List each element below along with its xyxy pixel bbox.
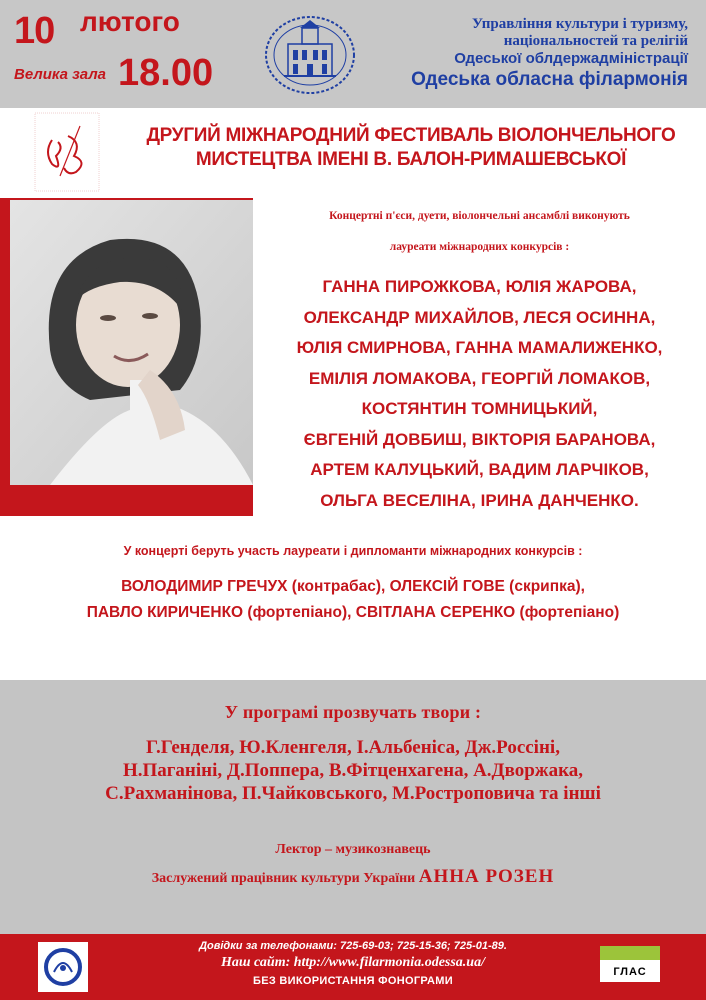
performers-intro: Концертні п'єси, дуети, віолончельні ансамблі виконують [329, 210, 630, 222]
performer-line: ОЛЬГА ВЕСЕЛІНА, ІРИНА ДАНЧЕНКО. [320, 490, 639, 510]
performer-line: ЮЛІЯ СМИРНОВА, ГАННА МАМАЛИЖЕНКО, [296, 338, 663, 357]
cello-fest-logo-icon [34, 112, 100, 192]
organizers [411, 16, 688, 91]
guest-line: ВОЛОДИМИР ГРЕЧУХ (контрабас), ОЛЕКСІЙ ГОВЕ (скрипка), [121, 578, 585, 595]
date-month: лютого [80, 6, 180, 37]
org-line-4: Одеська обласна філармонія [411, 69, 688, 90]
performer-line: КОСТЯНТИН ТОМНИЦЬКИЙ, [361, 399, 598, 418]
composers-list [0, 736, 706, 805]
performers-intro-2: лауреати міжнародних конкурсів : [389, 241, 570, 253]
hall-name: Велика зала [14, 66, 106, 83]
guests-intro: У концерті беруть участь лауреати і дипломанти міжнародних конкурсів : [123, 544, 583, 558]
org-line-3: Одеської облдержадміністрації [454, 50, 688, 67]
org-line-1: Управління культури і туризму, [472, 16, 688, 32]
program-title: У програмі прозвучать твори : [224, 702, 482, 722]
performer-line: АРТЕМ КАЛУЦЬКИЙ, ВАДИМ ЛАРЧІКОВ, [310, 460, 649, 479]
start-time: 18.00 [118, 52, 214, 94]
guests-list [0, 574, 706, 626]
festival-title [116, 124, 706, 172]
date-day: 10 [14, 10, 55, 52]
composer-line: С.Рахманінова, П.Чайковського, М.Ростроповича та інші [105, 783, 601, 804]
composer-line: Н.Паганіні, Д.Поппера, В.Фітценхагена, А.Дворжака, [123, 760, 583, 781]
performer-line: ЕМІЛІЯ ЛОМАКОВА, ГЕОРГІЙ ЛОМАКОВ, [308, 368, 651, 388]
philharmonic-building-emblem-icon [264, 14, 356, 96]
photo-frame [0, 485, 253, 516]
performers-list [253, 272, 706, 516]
sponsor-name: ГЛАС [613, 966, 647, 978]
contact-phones: Довідки за телефонами: 725-69-03; 725-15-36; 725-01-89. [199, 940, 507, 952]
website-link[interactable]: Наш сайт: http://www.filarmonia.odessa.ua/ [221, 955, 485, 970]
lecturer-title: Заслужений працівник культури України [151, 871, 416, 886]
festival-title-line-2: МИСТЕЦТВА ІМЕНІ В. БАЛОН-РИМАШЕВСЬКОЇ [195, 149, 627, 170]
composer-line: Г.Генделя, Ю.Кленгеля, І.Альбеніса, Дж.Россіні, [146, 737, 560, 758]
lecturer-info [0, 866, 706, 888]
performer-line: ОЛЕКСАНДР МИХАЙЛОВ, ЛЕСЯ ОСИННА, [303, 307, 656, 327]
sponsor-logo-stripe [600, 946, 660, 960]
performer-line: ГАННА ПИРОЖКОВА, ЮЛІЯ ЖАРОВА, [322, 277, 637, 296]
portrait-photo [10, 200, 253, 485]
festival-title-line-1: ДРУГИЙ МІЖНАРОДНИЙ ФЕСТИВАЛЬ ВІОЛОНЧЕЛЬНОГО [146, 125, 676, 146]
lecturer-name: АННА РОЗЕН [418, 866, 555, 887]
lecturer-label: Лектор – музикознавець [275, 842, 431, 857]
performer-line: ЄВГЕНІЙ ДОВБИШ, ВІКТОРІЯ БАРАНОВА, [303, 429, 656, 449]
no-phonogram-note: БЕЗ ВИКОРИСТАННЯ ФОНОГРАМИ [253, 975, 453, 987]
guest-line: ПАВЛО КИРИЧЕНКО (фортепіано), СВІТЛАНА СЕРЕНКО (фортепіано) [86, 604, 620, 621]
org-line-2: національностей та релігій [503, 33, 688, 49]
